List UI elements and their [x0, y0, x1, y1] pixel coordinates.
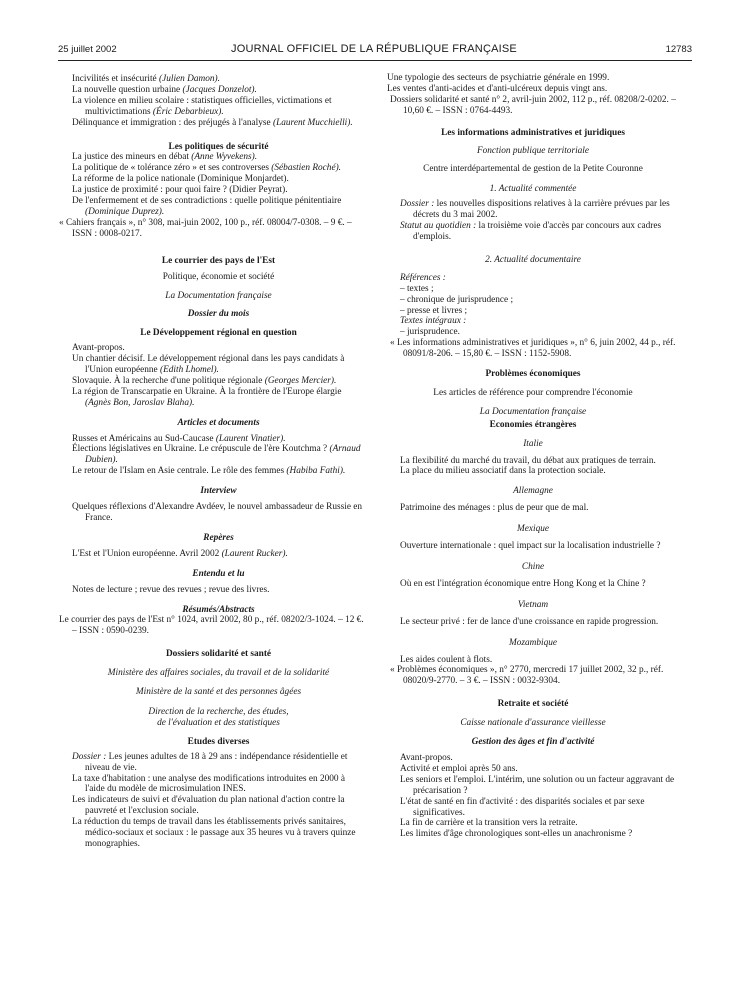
entry: Les aides coulent à flots. [400, 654, 493, 665]
section-heading: Entendu et lu [192, 568, 245, 579]
entry: L'état de santé en fin d'activité : des disparités sociales et par sexe significatives. [400, 796, 645, 818]
entry: Patrimoine des ménages : plus de peur que de mal. [400, 503, 589, 514]
entry: Statut au quotidien : la troisième voie d'accès par concours aux cadres d'emplois. [400, 221, 662, 242]
entry: Les limites d'âge chronologiques sont-elles un anachronisme ? [400, 829, 633, 840]
section-heading: Gestion des âges et fin d'activité [471, 737, 595, 748]
entry: De l'enfermement et de ses contradictions : quelle politique pénitentiaire (Dominique Duprez). [72, 196, 342, 217]
entry: La justice de proximité : pour quoi faire ? (Didier Peyrat). [72, 185, 288, 196]
entry: Les ventes d'anti-acides et d'anti-ulcéreux depuis vingt ans. [387, 83, 608, 94]
directorate: Direction de la recherche, des études, [148, 706, 289, 717]
entry: Dossier : les nouvelles dispositions relatives à la carrière prévues par les décrets du 3 mai 2002. [400, 199, 670, 221]
subsection-heading: 1. Actualité commentée [489, 184, 577, 195]
header-date: 25 juillet 2002 [58, 44, 117, 55]
directorate: de l'évaluation et des statistiques [157, 717, 280, 728]
reference-line: Le courrier des pays de l'Est n° 1024, avril 2002, 80 p., réf. 08202/3-1024. – 12 €. – ISSN : 0590-0239. [59, 615, 364, 637]
subtitle: Les articles de référence pour comprendre l'économie [433, 387, 633, 398]
country-heading: Italie [523, 438, 543, 449]
publisher: La Documentation française [479, 406, 587, 417]
header-title: JOURNAL OFFICIEL DE LA RÉPUBLIQUE FRANÇAISE [231, 43, 517, 55]
entry: La réduction du temps de travail dans les établissements privés sanitaires, médico-sociaux et sociaux : le passage aux 35 heures vu à travers quinze monographies. [72, 817, 356, 849]
entry: Avant-propos. [72, 343, 125, 354]
country-heading: Allemagne [513, 486, 553, 497]
entry: Slovaquie. À la recherche d'une politique régionale (Georges Mercier). [72, 375, 337, 386]
entry: Où en est l'intégration économique entre Hong Kong et la Chine ? [400, 578, 646, 589]
subtitle: Politique, économie et société [162, 271, 275, 282]
entry: Ouverture internationale : quel impact sur la localisation industrielle ? [400, 541, 661, 552]
section-heading: Les politiques de sécurité [168, 141, 269, 152]
section-heading: Retraite et société [497, 699, 569, 710]
section-heading: Interview [200, 486, 237, 497]
entry: Avant-propos. [400, 752, 453, 763]
entry: Notes de lecture ; revue des revues ; revue des livres. [72, 584, 270, 595]
entry: Délinquance et immigration : des préjugés à l'analyse (Laurent Mucchielli). [72, 117, 353, 128]
list-item: – jurisprudence. [400, 327, 460, 338]
left-column [59, 74, 365, 850]
ministry: Ministère de la santé et des personnes âgées [135, 687, 302, 698]
section-heading: Le Développement régional en question [140, 328, 297, 339]
entry: La nouvelle question urbaine (Jacques Donzelot). [72, 84, 257, 95]
entry: Russes et Américains au Sud-Caucase (Laurent Vinatier). [72, 433, 286, 444]
country-heading: Mexique [516, 524, 549, 535]
country-heading: Mozambique [508, 637, 558, 648]
right-column [387, 73, 676, 840]
entry: Un chantier décisif. Le développement régional dans les pays candidats à l'Union européenne (Edith Lhomel). [72, 354, 345, 376]
ministry: Ministère des affaires sociales, du travail et de la solidarité [107, 668, 330, 679]
entry: Les seniors et l'emploi. L'intérim, une solution ou un facteur aggravant de précarisation ? [400, 774, 675, 796]
section-heading: Problèmes économiques [485, 369, 581, 380]
publisher: La Documentation française [165, 290, 272, 301]
entry: Une typologie des secteurs de psychiatrie générale en 1999. [387, 73, 610, 83]
entry: La région de Transcarpatie en Ukraine. À la frontière de l'Europe élargie (Agnès Bon, Jaroslav Blaha). [72, 386, 342, 408]
subtitle: Centre interdépartemental de gestion de la Petite Couronne [423, 164, 643, 175]
entry: La place du milieu associatif dans la protection sociale. [400, 466, 606, 477]
entry: L'Est et l'Union européenne. Avril 2002 (Laurent Rucker). [72, 548, 288, 559]
reference-line: « Les informations administratives et juridiques », n° 6, juin 2002, 44 p., réf. 08091/8-206. – 15,80 €. – ISSN : 1152-5908. [390, 338, 676, 360]
list-item: – presse et livres ; [400, 305, 468, 316]
entry: Incivilités et insécurité (Julien Damon). [72, 74, 220, 84]
entry: Activité et emploi après 50 ans. [400, 763, 518, 774]
entry: Dossier : Les jeunes adultes de 18 à 29 ans : indépendance résidentielle et niveau de vie. [72, 751, 348, 773]
header-rule [58, 60, 692, 61]
reference-line: « Problèmes économiques », n° 2770, mercredi 17 juillet 2002, 32 p., réf. 08020/9-2770. – 3 €. – ISSN : 0032-9304. [390, 665, 664, 687]
page-header [0, 0, 748, 60]
entry: La fin de carrière et la transition vers la retraite. [400, 818, 578, 829]
country-heading: Chine [521, 562, 545, 572]
subsection-heading: 2. Actualité documentaire [485, 254, 581, 265]
entry: La flexibilité du marché du travail, du débat aux pratiques de terrain. [400, 455, 656, 466]
entry: Quelques réflexions d'Alexandre Avdéev, le nouvel ambassadeur de Russie en France. [72, 502, 363, 523]
label: Références : [400, 272, 446, 283]
section-heading: Le courrier des pays de l'Est [161, 255, 276, 266]
reference-line: « Cahiers français », n° 308, mai-juin 2002, 100 p., réf. 08004/7-0308. – 9 €. – ISSN : 0008-0217. [59, 217, 352, 239]
subtitle: Fonction publique territoriale [476, 145, 590, 156]
entry: Les indicateurs de suivi et d'évaluation du plan national d'action contre la pauvreté et l'exclusion sociale. [72, 795, 345, 817]
section-heading: Les informations administratives et juridiques [441, 127, 625, 138]
section-heading: Dossier du mois [187, 309, 250, 320]
entry: La politique de « tolérance zéro » et ses controverses (Sébastien Roché). [72, 163, 341, 174]
list-item: – chronique de jurisprudence ; [400, 294, 514, 305]
entry: Élections législatives en Ukraine. Le crépuscule de l'ère Koutchma ? (Arnaud Dubien). [72, 444, 361, 466]
reference-line: Dossiers solidarité et santé n° 2, avril-juin 2002, 112 p., réf. 08208/2-0202. – 10,60 €. – ISSN : 0764-4493. [390, 94, 676, 116]
section-heading: Dossiers solidarité et santé [165, 649, 272, 660]
entry: La taxe d'habitation : une analyse des modifications introduites en 2000 à l'aide du modèle de microsimulation INES. [72, 773, 346, 795]
entry: La réforme de la police nationale (Dominique Monjardet). [72, 174, 289, 185]
entry: La justice des mineurs en débat (Anne Wyvekens). [72, 152, 258, 163]
list-item: – textes ; [400, 283, 434, 294]
section-heading: Repères [203, 532, 234, 543]
entry: La violence en milieu scolaire : statistiques officielles, victimations et multivictimations (Éric Debarbieux). [72, 95, 332, 117]
section-heading: Etudes diverses [187, 736, 250, 747]
section-heading: Economies étrangères [489, 419, 577, 430]
subtitle: Caisse nationale d'assurance vieillesse [460, 718, 606, 729]
entry: Le retour de l'Islam en Asie centrale. Le rôle des femmes (Habiba Fathi). [72, 466, 346, 477]
label: Textes intégraux : [400, 316, 467, 327]
entry: Le secteur privé : fer de lance d'une croissance en rapide progression. [400, 616, 659, 627]
section-heading: Résumés/Abstracts [182, 604, 255, 615]
section-heading: Articles et documents [177, 417, 260, 428]
header-page-number: 12783 [665, 44, 692, 55]
country-heading: Vietnam [517, 599, 549, 610]
